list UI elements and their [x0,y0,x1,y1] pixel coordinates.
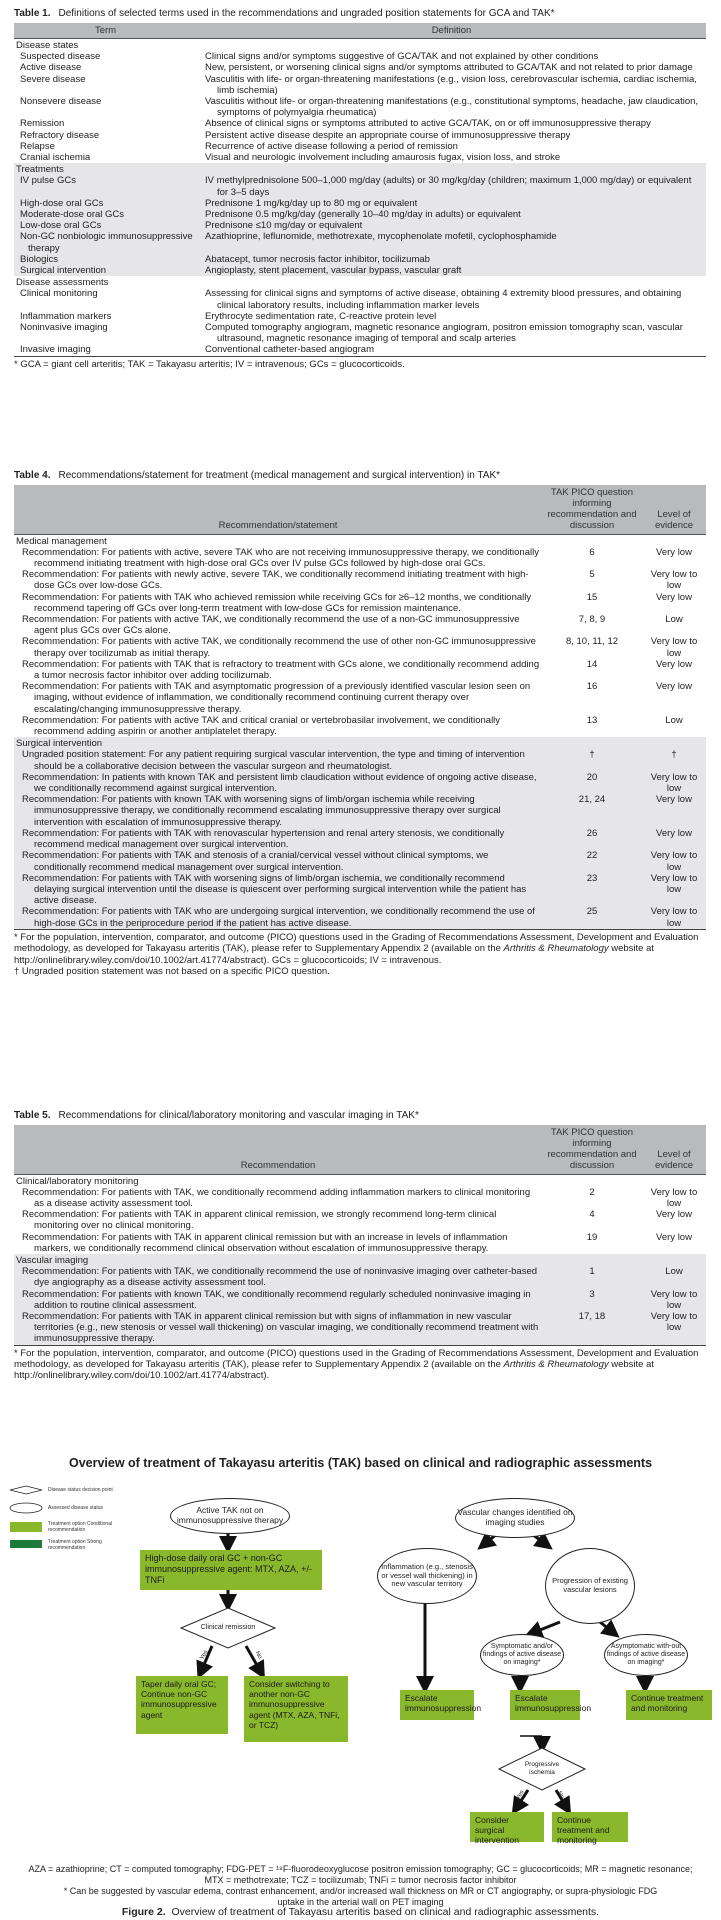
section-row [14,39,706,52]
table-row [14,1266,706,1288]
pico-cell: 14 [542,659,642,681]
section-row [14,276,706,288]
no-label-1: No [253,1650,263,1661]
definition-cell: Assessing for clinical signs and symptoms of active disease, obtaining 4 extremity blood pressures, and obtaining clinical laboratory results, including inflammation marker levels [197,288,706,310]
recommendation-cell: Ungraded position statement: For any patient requiring surgical vascular intervention, the type and timing of intervention should be a collaborative decision between the vascular surgeon and rheumatologist. [14,749,542,771]
definition-cell: Recurrence of active disease following a period of remission [197,141,706,152]
figure-abbreviations: AZA = azathioprine; CT = computed tomography; FDG-PET = ¹⁸F-fluorodeoxyglucose positron emission tomography; GC = glucocorticoids; MR = magnetic resonance; MTX = methotrexate; TCZ = tocilizumab; TNFi = tumor necrosis factor inhibitor * Can be suggested by vascular edema, contrast enhancement, and/or increased wall thickness on MR or CT angiography, or supra-physiologic FDG uptake in the arterial wall on PET imaging [28,1864,693,1907]
table-row [14,96,706,118]
pico-cell: 3 [542,1289,642,1311]
table-row [14,311,706,322]
pico-cell: 15 [542,592,642,614]
table-5-col-recommendation: Recommendation [14,1125,542,1174]
pico-cell: 2 [542,1187,642,1209]
table-1-col-term: Term [14,23,197,39]
definition-cell: Vasculitis with life- or organ-threatening manifestations (e.g., vision loss, cerebrovascular ischemia, cardiac ischemia, limb ischemia) [197,74,706,96]
table-row [14,828,706,850]
section-heading: Disease states [14,39,706,52]
evidence-level-cell: Very low [642,1209,706,1231]
evidence-level-cell: Low [642,1266,706,1288]
node-switch-agent: Consider switching to another non-GC immunosuppressive agent (MTX, AZA, TNFi, or TCZ) [244,1676,348,1742]
definition-cell: Clinical signs and/or symptoms suggestive of GCA/TAK and not explained by other conditions [197,51,706,62]
table-row [14,794,706,828]
evidence-level-cell: Very low [642,681,706,715]
section-row [14,737,706,749]
term-cell: Moderate-dose oral GCs [14,209,197,220]
table-row [14,1232,706,1254]
evidence-level-cell: Very low [642,547,706,569]
node-vascular-changes: Vascular changes identified on imaging studies [455,1498,575,1538]
no-label-2: No [555,1790,565,1801]
table-row [14,198,706,209]
evidence-level-cell: Very low to low [642,636,706,658]
evidence-level-cell: Very low to low [642,1289,706,1311]
node-symptomatic: Symptomatic and/or findings of active disease on imaging* [480,1634,564,1676]
yes-label-2: Yes [515,1789,526,1802]
recommendation-cell: Recommendation: For patients with known TAK, we conditionally recommend regularly scheduled noninvasive imaging in addition to routine clinical assessment. [14,1289,542,1311]
table-row [14,873,706,907]
node-clinical-remission-label: Clinical remission [200,1623,256,1631]
recommendation-cell: Recommendation: For patients with newly active, severe TAK, we conditionally recommend initiating treatment with high-dose GCs over low-dose GCs. [14,569,542,591]
table-row [14,220,706,231]
table-row [14,118,706,129]
table-1-col-definition: Definition [197,23,706,39]
pico-cell: 1 [542,1266,642,1288]
evidence-level-cell: Very low [642,659,706,681]
pico-cell: 8, 10, 11, 12 [542,636,642,658]
pico-cell: 19 [542,1232,642,1254]
evidence-level-cell: Very low to low [642,873,706,907]
table-row [14,659,706,681]
table-row [14,772,706,794]
definition-cell: New, persistent, or worsening clinical signs and/or symptoms attributed to GCA/TAK and not related to prior damage [197,62,706,73]
node-continue-2: Continue treatment and monitoring [552,1812,628,1842]
definition-cell: Angioplasty, stent placement, vascular bypass, vascular graft [197,265,706,276]
definition-cell: Visual and neurologic involvement including amaurosis fugax, vision loss, and stroke [197,152,706,163]
term-cell: Cranial ischemia [14,152,197,163]
definition-cell: Prednisone 0.5 mg/kg/day (generally 10–40 mg/day in adults) or equivalent [197,209,706,220]
node-taper-gc: Taper daily oral GC; Continue non-GC immunosuppressive agent [136,1676,228,1734]
evidence-level-cell: Very low to low [642,569,706,591]
section-heading: Surgical intervention [14,737,706,749]
table-row [14,231,706,253]
table-row [14,636,706,658]
node-escalate-2: Escalate immunosuppression [510,1690,580,1720]
table-4-col-pico: TAK PICO question informing recommendation and discussion [542,485,642,534]
yes-label-1: Yes [199,1649,210,1662]
recommendation-cell: Recommendation: For patients with active TAK and critical cranial or vertebrobasilar involvement, we conditionally recommend adding aspirin or another antiplatelet therapy. [14,715,542,737]
table-row [14,1209,706,1231]
section-row [14,1254,706,1266]
figure-caption: Figure 2. Overview of treatment of Takayasu arteritis based on clinical and radiographic assessments. [121,1906,600,1918]
pico-cell: 20 [542,772,642,794]
recommendation-cell: Recommendation: For patients with active TAK, we conditionally recommend the use of a non-GC immunosuppressive agent plus GCs over GCs alone. [14,614,542,636]
table-1-footnote: * GCA = giant cell arteritis; TAK = Takayasu arteritis; IV = intravenous; GCs = glucocorticoids. [14,358,405,370]
legend-strong: Treatment option Strong recommendation [48,1539,102,1551]
figure-title: Overview of treatment of Takayasu arteritis (TAK) based on clinical and radiographic assessments [68,1456,653,1470]
table-row [14,1311,706,1345]
node-asymptomatic: Asymptomatic with-out findings of active disease on imaging* [604,1634,688,1676]
term-cell: Nonsevere disease [14,96,197,118]
pico-cell: † [542,749,642,771]
table-5-caption: Table 5. Recommendations for clinical/laboratory monitoring and vascular imaging in TAK* [14,1110,419,1121]
table-4-footnote: * For the population, intervention, comparator, and outcome (PICO) questions used in the Grading of Recommendations Assessment, Development and Evaluation methodology, as developed for Takayasu arteritis (TAK), please refer to Supplementary Appendix 2 (available on the Arthritis & Rheumatology website at http://onlinelibrary.wiley.com/doi/10.1002/art.41774/abstract). GCs = glucocorticoids; IV = intravenous. [14,931,699,966]
table-row [14,175,706,197]
table-row [14,62,706,73]
section-heading: Vascular imaging [14,1254,706,1266]
evidence-level-cell: Very low to low [642,1187,706,1209]
table-row [14,850,706,872]
recommendation-cell: Recommendation: For patients with TAK who achieved remission while receiving GCs for ≥6–12 months, we conditionally recommend tapering off GCs over long-term treatment with low-dose GCs for remission maintenance. [14,592,542,614]
table-1-grid [14,23,706,356]
table-4-col-level: Level of evidence [642,485,706,534]
section-row [14,163,706,175]
recommendation-cell: Recommendation: In patients with known TAK and persistent limb claudication without evidence of ongoing active disease, we conditionally recommend against surgical intervention. [14,772,542,794]
recommendation-cell: Recommendation: For patients with TAK who are undergoing surgical intervention, we conditionally recommend the use of high-dose GCs in the periprocedure period if the patient has active disease. [14,906,542,928]
recommendation-cell: Recommendation: For patients with TAK and stenosis of a cranial/cervical vessel without clinical symptoms, we conditionally recommend medical management over surgical intervention. [14,850,542,872]
table-row [14,715,706,737]
table-5-col-pico: TAK PICO question informing recommendation and discussion [542,1125,642,1174]
pico-cell: 4 [542,1209,642,1231]
term-cell: Relapse [14,141,197,152]
term-cell: Suspected disease [14,51,197,62]
section-heading: Medical management [14,534,706,547]
pico-cell: 25 [542,906,642,928]
table-row [14,906,706,928]
definition-cell: IV methylprednisolone 500–1,000 mg/day (adults) or 30 mg/kg/day (children; maximum 1,000 mg/day) or equivalent for 3–5 days [197,175,706,197]
legend-decision: Disease status decision point [48,1487,113,1493]
recommendation-cell: Recommendation: For patients with TAK that is refractory to treatment with GCs alone, we conditionally recommend adding a tumor necrosis factor inhibitor over adding tocilizumab. [14,659,542,681]
evidence-level-cell: Very low to low [642,850,706,872]
table-row [14,547,706,569]
definition-cell: Conventional catheter-based angiogram [197,344,706,355]
definition-cell: Erythrocyte sedimentation rate, C-reactive protein level [197,311,706,322]
definition-cell: Vasculitis without life- or organ-threatening manifestations (e.g., constitutional symptoms, headache, jaw claudication, symptoms of polymyalgia rheumatica) [197,96,706,118]
pico-cell: 23 [542,873,642,907]
evidence-level-cell: Very low to low [642,772,706,794]
evidence-level-cell: Very low [642,592,706,614]
table-row [14,592,706,614]
definition-cell: Prednisone ≤10 mg/day or equivalent [197,220,706,231]
term-cell: IV pulse GCs [14,175,197,197]
table-row [14,1187,706,1209]
term-cell: Invasive imaging [14,344,197,355]
term-cell: Refractory disease [14,130,197,141]
node-escalate-1: Escalate immunosuppression [400,1690,474,1720]
term-cell: High-dose oral GCs [14,198,197,209]
term-cell: Inflammation markers [14,311,197,322]
table-row [14,209,706,220]
table-row [14,152,706,163]
pico-cell: 5 [542,569,642,591]
table-5-footnote: * For the population, intervention, comparator, and outcome (PICO) questions used in the Grading of Recommendations Assessment, Development and Evaluation methodology, as developed for Takayasu arteritis (TAK), please refer to Supplementary Appendix 2 (available on the Arthritis & Rheumatology website at http://onlinelibrary.wiley.com/doi/10.1002/art.41774/abstract). [14,1347,699,1382]
evidence-level-cell: Very low [642,828,706,850]
table-row [14,569,706,591]
table-row [14,344,706,355]
table-row [14,288,706,310]
term-cell: Surgical intervention [14,265,197,276]
term-cell: Low-dose oral GCs [14,220,197,231]
table-row [14,74,706,96]
term-cell: Noninvasive imaging [14,322,197,344]
node-surgical: Consider surgical intervention [470,1812,544,1842]
table-1-caption: Table 1. Definitions of selected terms used in the recommendations and ungraded position statements for GCA and TAK* [14,8,555,19]
evidence-level-cell: Low [642,614,706,636]
pico-cell: 21, 24 [542,794,642,828]
section-heading: Disease assessments [14,276,706,288]
pico-cell: 22 [542,850,642,872]
table-5-grid [14,1125,706,1345]
evidence-level-cell: Very low [642,794,706,828]
table-row [14,749,706,771]
node-progressive-ischemia-label: Progressive ischemia [524,1761,560,1776]
table-row [14,322,706,344]
recommendation-cell: Recommendation: For patients with active TAK, we conditionally recommend the use of other non-GC immunosuppressive therapy over tocilizumab as initial therapy. [14,636,542,658]
evidence-level-cell: Low [642,715,706,737]
table-4-footnote-dagger: † Ungraded position statement was not based on a specific PICO question. [14,965,330,977]
node-continue-1: Continue treatment and monitoring [626,1690,712,1720]
term-cell: Clinical monitoring [14,288,197,310]
section-heading: Clinical/laboratory monitoring [14,1174,706,1187]
definition-cell: Persistent active disease despite an appropriate course of immunosuppressive therapy [197,130,706,141]
table-4-col-recommendation: Recommendation/statement [14,485,542,534]
section-heading: Treatments [14,163,706,175]
table-row [14,51,706,62]
figure-2 [0,1448,721,1920]
recommendation-cell: Recommendation: For patients with active, severe TAK who are not receiving immunosuppressive therapy, we conditionally recommend initiating treatment with high-dose oral GCs over IV pulse GCs followed by high-dose oral GCs. [14,547,542,569]
pico-cell: 16 [542,681,642,715]
recommendation-cell: Recommendation: For patients with known TAK with worsening signs of limb/organ ischemia while receiving immunosuppressive therapy, we conditionally recommend escalating immunosuppressive therapy over surgical intervention with escalation of immunosuppressive therapy. [14,794,542,828]
pico-cell: 17, 18 [542,1311,642,1345]
evidence-level-cell: † [642,749,706,771]
term-cell: Severe disease [14,74,197,96]
recommendation-cell: Recommendation: For patients with TAK, we conditionally recommend adding inflammation markers to clinical monitoring as a disease activity assessment tool. [14,1187,542,1209]
table-5 [14,1110,706,1382]
table-4-grid [14,485,706,929]
recommendation-cell: Recommendation: For patients with TAK in apparent clinical remission but with an increase in levels of inflammation markers, we conditionally recommend clinical observation without escalation of immunosuppressive therapy. [14,1232,542,1254]
table-row [14,614,706,636]
pico-cell: 6 [542,547,642,569]
section-row [14,534,706,547]
pico-cell: 13 [542,715,642,737]
definition-cell: Azathioprine, leflunomide, methotrexate, mycophenolate mofetil, cyclophosphamide [197,231,706,253]
node-high-dose-gc: High-dose daily oral GC + non-GC immunosuppressive agent: MTX, AZA, +/- TNFi [140,1550,322,1590]
recommendation-cell: Recommendation: For patients with TAK with renovascular hypertension and renal artery stenosis, we conditionally recommend medical management over surgical intervention. [14,828,542,850]
table-row [14,265,706,276]
table-row [14,1289,706,1311]
recommendation-cell: Recommendation: For patients with TAK with worsening signs of limb/organ ischemia, we conditionally recommend delaying surgical intervention until the disease is quiescent over performing surgical intervention while the patient has active disease. [14,873,542,907]
evidence-level-cell: Very low to low [642,906,706,928]
evidence-level-cell: Very low [642,1232,706,1254]
recommendation-cell: Recommendation: For patients with TAK in apparent clinical remission, we strongly recommend long-term clinical monitoring over no clinical monitoring. [14,1209,542,1231]
section-row [14,1174,706,1187]
definition-cell: Abatacept, tumor necrosis factor inhibitor, tocilizumab [197,254,706,265]
recommendation-cell: Recommendation: For patients with TAK and asymptomatic progression of a previously identified vascular lesion seen on imaging, without evidence of inflammation, we conditionally recommend continuing current therapy over escalating/changing immunosuppressive therapy. [14,681,542,715]
term-cell: Non-GC nonbiologic immunosuppressive therapy [14,231,197,253]
pico-cell: 7, 8, 9 [542,614,642,636]
pico-cell: 26 [542,828,642,850]
term-cell: Remission [14,118,197,129]
term-cell: Active disease [14,62,197,73]
table-4 [14,470,706,977]
legend-assessed: Assessed disease status [48,1505,104,1511]
table-5-col-level: Level of evidence [642,1125,706,1174]
definition-cell: Absence of clinical signs or symptoms attributed to active GCA/TAK, on or off immunosuppressive therapy [197,118,706,129]
table-row [14,681,706,715]
table-row [14,141,706,152]
legend-conditional: Treatment option Conditional recommendation [48,1521,113,1533]
table-1 [14,8,706,370]
table-row [14,130,706,141]
node-progression: Progression of existing vascular lesions [545,1548,635,1624]
recommendation-cell: Recommendation: For patients with TAK in apparent clinical remission but with signs of inflammation in new vascular territories (e.g., new stenosis or vessel wall thickening) on vascular imaging, we conditionally recommend treatment with immunosuppressive therapy. [14,1311,542,1345]
term-cell: Biologics [14,254,197,265]
definition-cell: Computed tomography angiogram, magnetic resonance angiogram, positron emission tomography scan, vascular ultrasound, magnetic resonance imaging of temporal and scalp arteries [197,322,706,344]
node-active-tak: Active TAK not on immunosuppressive therapy [170,1498,290,1534]
node-inflammation: Inflammation (e.g., stenosis or vessel wall thickening) in new vascular territory [377,1548,477,1604]
definition-cell: Prednisone 1 mg/kg/day up to 80 mg or equivalent [197,198,706,209]
table-4-caption: Table 4. Recommendations/statement for treatment (medical management and surgical intervention) in TAK* [14,470,501,481]
table-row [14,254,706,265]
evidence-level-cell: Very low to low [642,1311,706,1345]
recommendation-cell: Recommendation: For patients with TAK, we conditionally recommend the use of noninvasive imaging over catheter-based dye angiography as a disease activity assessment tool. [14,1266,542,1288]
